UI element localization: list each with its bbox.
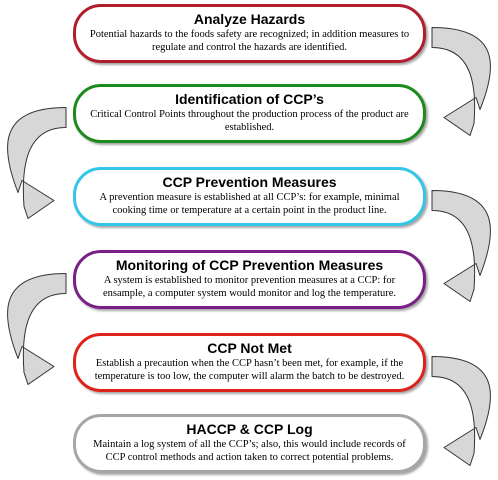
step-identification-of-ccps <box>73 84 426 143</box>
step-description: Critical Control Points throughout the production process of the product are established. <box>90 109 409 133</box>
curved-arrow-3 <box>432 191 491 302</box>
curved-arrow-2 <box>7 108 66 219</box>
step-haccp-ccp-log <box>73 414 426 473</box>
step-description: Potential hazards to the foods safety are recognized; in addition measures to regulate and control the hazards are identified. <box>89 29 410 53</box>
step-title: Identification of CCP’s <box>175 91 324 107</box>
step-title: Monitoring of CCP Prevention Measures <box>115 257 384 273</box>
step-description: A prevention measure is established at all CCP’s: for example, minimal cooking time or temperature at a certain point in the product line. <box>99 192 400 216</box>
step-title: CCP Not Met <box>207 340 292 356</box>
curved-arrow-1 <box>432 28 491 136</box>
step-description: Maintain a log system of all the CCP’s; also, this would include records of CCP control methods and action taken to correct potential problems. <box>93 439 406 463</box>
step-monitoring-of-ccp-prevention-measures <box>73 250 426 309</box>
step-analyze-hazards <box>73 4 426 63</box>
step-description: A system is established to monitor prevention measures at a CCP: for ensample, a computer system would monitor and log the temperature. <box>102 275 397 299</box>
step-description: Establish a precaution when the CCP hasn’t been met, for example, if the temperature is too low, the computer will alarm the batch to be destroyed. <box>94 358 405 382</box>
curved-arrow-5 <box>432 357 491 466</box>
step-title: HACCP & CCP Log <box>186 421 313 437</box>
step-title: Analyze Hazards <box>193 11 306 27</box>
step-ccp-not-met <box>73 333 426 392</box>
step-title: CCP Prevention Measures <box>162 174 337 190</box>
step-ccp-prevention-measures <box>73 167 426 226</box>
curved-arrow-4 <box>7 274 66 385</box>
